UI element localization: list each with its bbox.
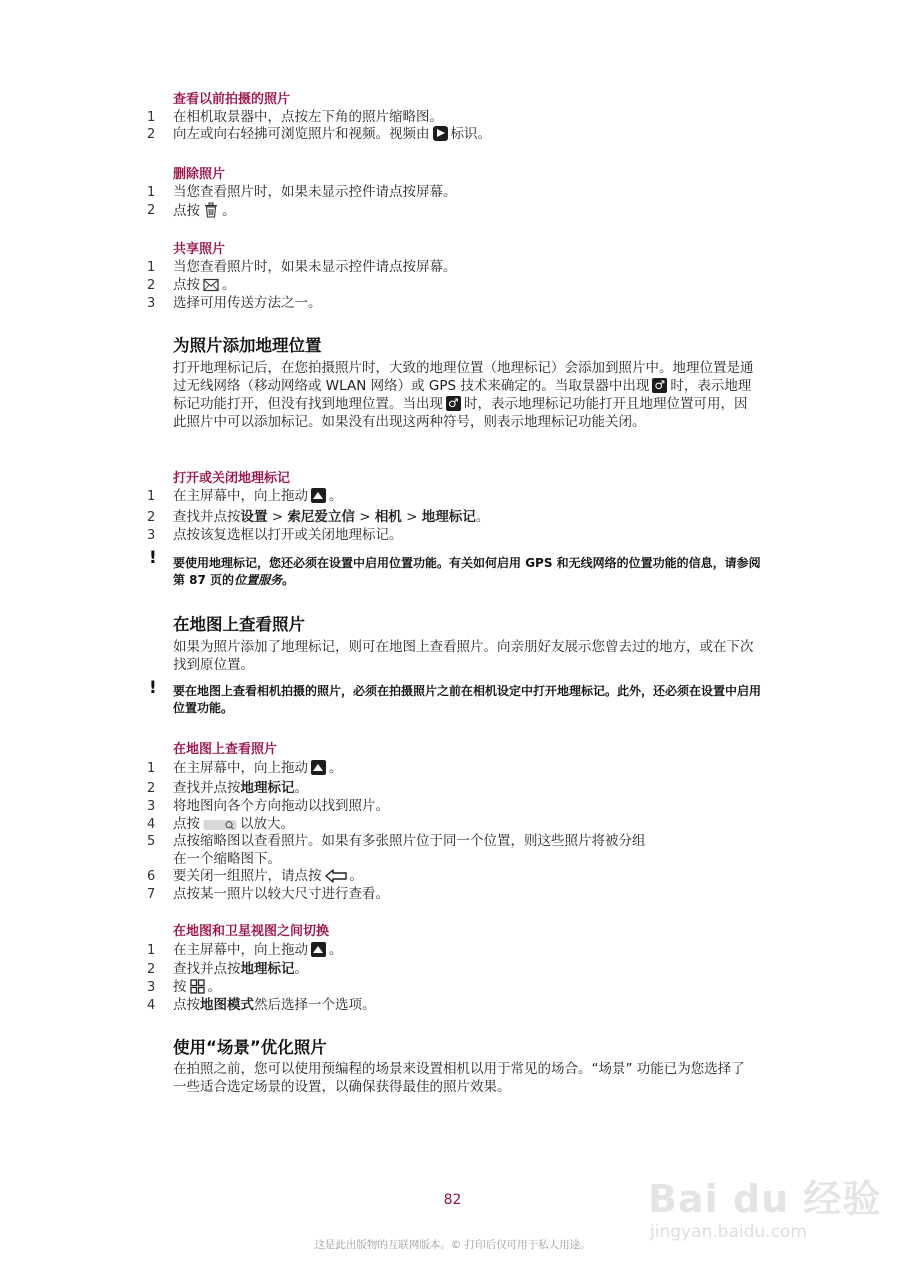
heading-map-view: 在地图上查看照片 xyxy=(173,615,305,634)
step-text xyxy=(173,509,489,526)
up-arrow-icon xyxy=(311,488,326,503)
paragraph-part: 打开地理标记后，在您拍摄照片时，大致的地理位置（地理标记）会添加到照片中。地理位置是通过无线网络（移动网络或 WLAN 网络）或 GPS 技术来确定的。当取景器中出现 xyxy=(173,360,754,394)
step-text xyxy=(173,979,221,996)
step-text: 点按某一照片以较大尺寸进行查看。 xyxy=(173,886,389,902)
step-number: 1 xyxy=(147,185,156,200)
note-part: 设置 xyxy=(701,684,726,698)
note-part: 要在地图上查看相机拍摄的照片，必须在拍摄照片之前在相机设定中打开地理标记。此外，还必须在 xyxy=(173,684,702,698)
map-view-paragraph: 如果为照片添加了地理标记，则可在地图上查看照片。向亲朋好友展示您曾去过的地方，或在下次找到原位置。 xyxy=(173,639,754,673)
paragraph-part: 时，表示地理标记功能打开且地理位置可用，因此照片中可以添加标记。如果没有出现这两种符号，则表示地理标记功能关闭。 xyxy=(173,396,748,430)
section-title-share: 共享照片 xyxy=(173,242,226,257)
step-text: 点按缩略图以查看照片。如果有多张照片位于同一个位置，则这些照片将被分组 xyxy=(173,833,646,849)
section-title-satellite: 在地图和卫星视图之间切换 xyxy=(173,924,330,939)
step-text: 当您查看照片时，如果未显示控件请点按屏幕。 xyxy=(173,259,457,275)
step-text: 在一个缩略图下。 xyxy=(173,851,281,867)
step-text-part: 。 xyxy=(349,868,363,884)
menu-path-sep: > xyxy=(401,509,422,525)
menu-path-geotag: 地理标记 xyxy=(240,961,295,977)
geotag-searching-icon xyxy=(652,378,667,393)
step-text-part: 。 xyxy=(329,760,343,776)
step-number: 6 xyxy=(147,869,156,884)
step-text xyxy=(173,126,491,143)
note-icon: ! xyxy=(149,548,157,568)
step-number: 3 xyxy=(147,296,156,311)
step-number: 2 xyxy=(147,278,156,293)
step-number: 7 xyxy=(147,887,156,902)
note-part: 。 xyxy=(282,573,295,587)
step-number: 3 xyxy=(147,980,156,995)
watermark-url: jingyan.baidu.com xyxy=(650,1222,807,1242)
note-icon: ! xyxy=(149,678,157,698)
step-number: 1 xyxy=(147,489,156,504)
step-text-part: 。 xyxy=(475,509,490,525)
menu-path-geotag: 地理标记 xyxy=(421,509,476,525)
mail-icon xyxy=(203,278,219,292)
step-text-part: 在主屏幕中，向上拖动 xyxy=(173,942,308,958)
step-text-part: 点按 xyxy=(173,816,200,832)
step-number: 5 xyxy=(147,834,156,849)
step-text-part: 。 xyxy=(294,961,308,977)
section-title-delete: 删除照片 xyxy=(173,167,226,182)
location-services-link[interactable]: 位置服务 xyxy=(234,573,283,587)
step-text xyxy=(173,816,294,833)
step-text: 选择可用传送方法之一。 xyxy=(173,295,322,311)
paragraph-part: 时，表示地理标记功能打开，但没有找到地理位置。当出现 xyxy=(173,378,752,412)
play-icon xyxy=(433,126,448,141)
step-number: 2 xyxy=(147,203,156,218)
step-text-part: 在主屏幕中，向上拖动 xyxy=(173,760,308,776)
step-text-part: 查找并点按 xyxy=(173,780,241,796)
step-text xyxy=(173,961,308,978)
menu-path-map-mode: 地图模式 xyxy=(200,997,254,1013)
step-text-part: 向左或向右轻拂可浏览照片和视频。视频由 xyxy=(173,126,430,142)
step-text xyxy=(173,868,363,885)
menu-path-sep: > xyxy=(354,509,375,525)
step-text xyxy=(173,277,236,294)
section-title-view-previous: 查看以前拍摄的照片 xyxy=(173,92,291,107)
step-number: 2 xyxy=(147,781,156,796)
menu-grid-icon xyxy=(190,979,205,994)
menu-path-geotag: 地理标记 xyxy=(240,780,295,796)
zoom-in-icon xyxy=(203,819,237,831)
heading-scenes: 使用“场景”优化照片 xyxy=(173,1038,327,1057)
step-text: 点按该复选框以打开或关闭地理标记。 xyxy=(173,527,403,543)
page-footer: 这是此出版物的互联网版本。© 打印后仅可用于私人用途。 xyxy=(314,1239,591,1251)
section-title-toggle-geotag: 打开或关闭地理标记 xyxy=(173,471,291,486)
step-text xyxy=(173,997,376,1014)
step-text-part: 。 xyxy=(329,488,343,504)
back-icon xyxy=(325,869,347,883)
step-number: 1 xyxy=(147,761,156,776)
step-text-part: 。 xyxy=(222,203,236,219)
note-part: 中启用位置功能。有关如何启用 GPS 和无线网络的位置功能的信息，请参阅第 87 页的 xyxy=(173,556,761,587)
step-number: 1 xyxy=(147,260,156,275)
step-number: 1 xyxy=(147,943,156,958)
menu-path-sony: 索尼爱立信 xyxy=(287,509,355,525)
step-number: 3 xyxy=(147,799,156,814)
scenes-paragraph: 在拍照之前，您可以使用预编程的场景来设置相机以用于常见的场合。“场景” 功能已为您选择了一些适合选定场景的设置，以确保获得最佳的照片效果。 xyxy=(173,1061,745,1095)
menu-path-settings: 设置 xyxy=(240,509,268,525)
geotag-found-icon xyxy=(446,396,461,411)
step-number: 2 xyxy=(147,510,156,525)
section-title-map-view-steps: 在地图上查看照片 xyxy=(173,742,278,757)
note-part: 中启用位置功能。 xyxy=(173,684,762,715)
trash-icon xyxy=(203,202,219,218)
step-text xyxy=(173,202,236,220)
step-text-part: 点按 xyxy=(173,277,200,293)
step-text xyxy=(173,488,343,505)
step-text xyxy=(173,780,308,797)
up-arrow-icon xyxy=(311,760,326,775)
step-number: 2 xyxy=(147,962,156,977)
step-number: 4 xyxy=(147,817,156,832)
step-text-part: 。 xyxy=(294,780,308,796)
step-number: 1 xyxy=(147,110,156,125)
step-text-part: 在主屏幕中，向上拖动 xyxy=(173,488,308,504)
step-text: 当您查看照片时，如果未显示控件请点按屏幕。 xyxy=(173,184,457,200)
step-text-part: 按 xyxy=(173,979,187,995)
step-text-part: 。 xyxy=(222,277,236,293)
menu-path-camera: 相机 xyxy=(374,509,402,525)
step-text-part: 查找并点按 xyxy=(173,509,241,525)
step-text: 将地图向各个方向拖动以找到照片。 xyxy=(173,798,389,814)
menu-path-sep: > xyxy=(267,509,288,525)
step-text xyxy=(173,760,343,777)
step-text-part: 以放大。 xyxy=(240,816,294,832)
step-number: 2 xyxy=(147,127,156,142)
step-text-part: 。 xyxy=(329,942,343,958)
step-text-part: 点按 xyxy=(173,203,200,219)
step-text-part: 查找并点按 xyxy=(173,961,241,977)
note-part: 设置 xyxy=(329,556,354,570)
step-text-part: 。 xyxy=(207,979,221,995)
step-number: 3 xyxy=(147,528,156,543)
note-map-view xyxy=(173,683,763,717)
step-text-part: 点按 xyxy=(173,997,200,1013)
step-text-part: 然后选择一个选项。 xyxy=(254,997,376,1013)
note-part: 要使用地理标记，您还必须在 xyxy=(173,556,330,570)
step-text xyxy=(173,942,343,959)
page-number: 82 xyxy=(443,1192,462,1208)
up-arrow-icon xyxy=(311,942,326,957)
step-text: 在相机取景器中，点按左下角的照片缩略图。 xyxy=(173,109,443,125)
step-text-part: 要关闭一组照片，请点按 xyxy=(173,868,322,884)
heading-geotag: 为照片添加地理位置 xyxy=(173,336,322,355)
watermark-logo: Bai du 经验 xyxy=(648,1177,882,1221)
geotag-paragraph xyxy=(173,359,758,431)
step-text-part: 标识。 xyxy=(450,126,491,142)
step-number: 4 xyxy=(147,998,156,1013)
note-geotag xyxy=(173,555,763,589)
